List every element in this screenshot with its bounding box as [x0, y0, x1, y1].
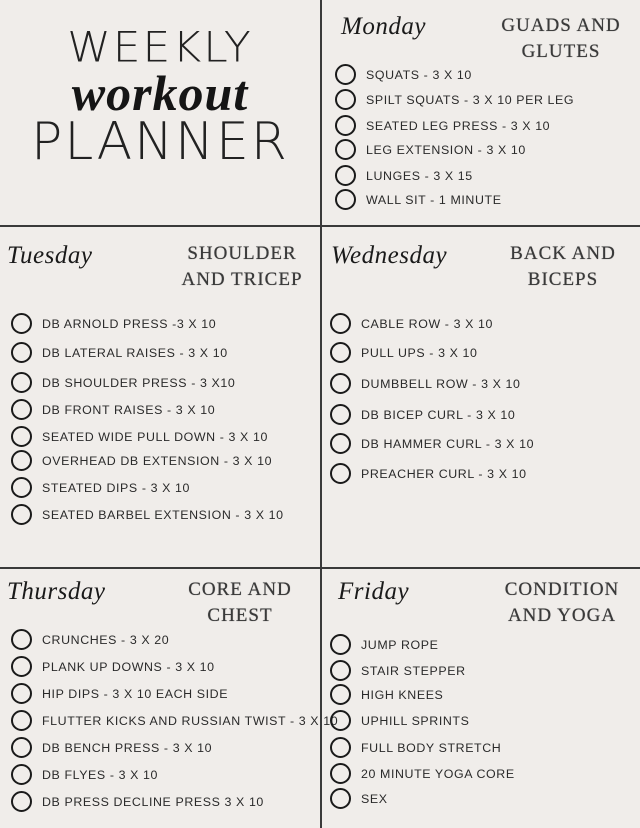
checkbox-circle[interactable]	[335, 115, 356, 136]
checklist-item[interactable]	[11, 791, 264, 812]
exercise-label: SQUATS - 3 X 10	[366, 67, 472, 82]
checklist-item[interactable]	[335, 165, 473, 186]
checkbox-circle[interactable]	[330, 684, 351, 705]
checklist-item[interactable]	[330, 788, 388, 809]
exercise-label: SEATED LEG PRESS - 3 X 10	[366, 118, 551, 133]
exercise-label: HIP DIPS - 3 X 10 EACH SIDE	[42, 686, 229, 701]
checkbox-circle[interactable]	[330, 763, 351, 784]
exercise-label: DB BENCH PRESS - 3 X 10	[42, 740, 213, 755]
checklist-item[interactable]	[330, 404, 515, 425]
checklist-item[interactable]	[330, 763, 515, 784]
exercise-label: LUNGES - 3 X 15	[366, 168, 473, 183]
exercise-label: UPHILL SPRINTS	[361, 713, 470, 728]
checklist-item[interactable]	[330, 737, 501, 758]
tuesday-focus	[172, 241, 312, 293]
exercise-label: HIGH KNEES	[361, 687, 444, 702]
checkbox-circle[interactable]	[11, 656, 32, 677]
exercise-label: DB FLYES - 3 X 10	[42, 767, 159, 782]
exercise-label: STEATED DIPS - 3 X 10	[42, 480, 191, 495]
exercise-label: OVERHEAD DB EXTENSION - 3 X 10	[42, 453, 273, 468]
exercise-label: WALL SIT - 1 MINUTE	[366, 192, 502, 207]
exercise-label: 20 MINUTE YOGA CORE	[361, 766, 515, 781]
checkbox-circle[interactable]	[11, 399, 32, 420]
checklist-item[interactable]	[11, 656, 215, 677]
checkbox-circle[interactable]	[11, 710, 32, 731]
checkbox-circle[interactable]	[11, 683, 32, 704]
title-weekly: WEEKLY	[67, 23, 253, 72]
title-planner: PLANNER	[31, 112, 289, 172]
checklist-item[interactable]	[11, 426, 268, 447]
thursday-focus-line1: CORE AND	[188, 579, 292, 600]
checklist-item[interactable]	[11, 629, 169, 650]
checklist-item[interactable]	[11, 313, 216, 334]
friday-day-label: Friday	[338, 578, 410, 605]
checkbox-circle[interactable]	[11, 764, 32, 785]
checklist-item[interactable]	[11, 737, 212, 758]
checkbox-circle[interactable]	[330, 634, 351, 655]
monday-focus	[491, 13, 631, 65]
checkbox-circle[interactable]	[330, 404, 351, 425]
exercise-label: DB HAMMER CURL - 3 X 10	[361, 436, 535, 451]
monday-day-label: Monday	[341, 13, 426, 40]
checklist-item[interactable]	[11, 372, 235, 393]
checkbox-circle[interactable]	[330, 433, 351, 454]
checkbox-circle[interactable]	[335, 89, 356, 110]
friday-focus-line1: CONDITION	[504, 579, 620, 600]
thursday-focus-line2: CHEST	[207, 605, 273, 626]
tuesday-panel	[0, 227, 320, 567]
exercise-label: PLANK UP DOWNS - 3 X 10	[42, 659, 215, 674]
checkbox-circle[interactable]	[330, 660, 351, 681]
thursday-panel	[0, 569, 339, 828]
exercise-label: DB FRONT RAISES - 3 X 10	[42, 402, 216, 417]
checkbox-circle[interactable]	[11, 372, 32, 393]
exercise-label: STAIR STEPPER	[361, 663, 466, 678]
checkbox-circle[interactable]	[330, 737, 351, 758]
monday-panel	[321, 0, 640, 225]
checkbox-circle[interactable]	[330, 313, 351, 334]
wednesday-focus	[493, 241, 633, 293]
checkbox-circle[interactable]	[330, 463, 351, 484]
checklist-item[interactable]	[330, 373, 521, 394]
exercise-label: SEATED BARBEL EXTENSION - 3 X 10	[42, 507, 284, 522]
tuesday-focus-line2: AND TRICEP	[181, 269, 303, 290]
checklist-item[interactable]	[335, 189, 502, 210]
wednesday-day-label: Wednesday	[331, 242, 448, 269]
checkbox-circle[interactable]	[335, 139, 356, 160]
planner-title	[0, 0, 320, 225]
wednesday-panel	[321, 227, 640, 567]
thursday-day-label: Thursday	[7, 578, 106, 605]
checklist-item[interactable]	[330, 684, 443, 705]
checklist-item[interactable]	[11, 504, 284, 525]
checkbox-circle[interactable]	[11, 313, 32, 334]
tuesday-focus-line1: SHOULDER	[187, 243, 297, 264]
tuesday-day-label: Tuesday	[7, 242, 93, 269]
checkbox-circle[interactable]	[11, 629, 32, 650]
checkbox-circle[interactable]	[335, 64, 356, 85]
checkbox-circle[interactable]	[330, 373, 351, 394]
exercise-label: CRUNCHES - 3 X 20	[42, 632, 170, 647]
exercise-label: DUMBBELL ROW - 3 X 10	[361, 376, 521, 391]
checklist-item[interactable]	[11, 764, 158, 785]
exercise-label: DB SHOULDER PRESS - 3 X10	[42, 375, 236, 390]
checklist-item[interactable]	[11, 342, 228, 363]
exercise-label: SEX	[361, 791, 388, 806]
exercise-label: DB PRESS DECLINE PRESS 3 X 10	[42, 794, 264, 809]
checklist-item[interactable]	[335, 64, 472, 85]
exercise-label: PREACHER CURL - 3 X 10	[361, 466, 527, 481]
checkbox-circle[interactable]	[335, 189, 356, 210]
friday-panel	[321, 569, 640, 828]
checkbox-circle[interactable]	[11, 450, 32, 471]
exercise-label: FULL BODY STRETCH	[361, 740, 502, 755]
checkbox-circle[interactable]	[335, 165, 356, 186]
exercise-label: CABLE ROW - 3 X 10	[361, 316, 493, 331]
checklist-item[interactable]	[11, 683, 228, 704]
checkbox-circle[interactable]	[11, 737, 32, 758]
checkbox-circle[interactable]	[330, 788, 351, 809]
wednesday-focus-line1: BACK AND	[510, 243, 616, 264]
exercise-label: SPILT SQUATS - 3 X 10 PER LEG	[366, 92, 575, 107]
checklist-item[interactable]	[335, 115, 550, 136]
friday-focus	[492, 577, 632, 629]
checklist-item[interactable]	[11, 450, 272, 471]
exercise-label: FLUTTER KICKS AND RUSSIAN TWIST - 3 X 10	[42, 713, 339, 728]
checklist-item[interactable]	[330, 313, 493, 334]
checklist-item[interactable]	[11, 399, 215, 420]
exercise-label: PULL UPS - 3 X 10	[361, 345, 478, 360]
checkbox-circle[interactable]	[11, 477, 32, 498]
monday-focus-line1: GUADS AND	[501, 15, 621, 36]
checklist-item[interactable]	[330, 433, 534, 454]
exercise-label: DB LATERAL RAISES - 3 X 10	[42, 345, 228, 360]
checklist-item[interactable]	[330, 342, 478, 363]
checklist-item[interactable]	[330, 634, 438, 655]
exercise-label: JUMP ROPE	[361, 637, 439, 652]
monday-focus-line2: GLUTES	[521, 41, 601, 62]
wednesday-focus-line2: BICEPS	[527, 269, 599, 290]
title-workout: workout	[71, 65, 249, 121]
checkbox-circle[interactable]	[330, 710, 351, 731]
checklist-item[interactable]	[330, 660, 466, 681]
exercise-label: DB ARNOLD PRESS -3 X 10	[42, 316, 217, 331]
checklist-item[interactable]	[11, 477, 190, 498]
exercise-label: SEATED WIDE PULL DOWN - 3 X 10	[42, 429, 268, 444]
checklist-item[interactable]	[335, 89, 574, 110]
exercise-label: DB BICEP CURL - 3 X 10	[361, 407, 516, 422]
friday-focus-line2: AND YOGA	[507, 605, 617, 626]
checklist-item[interactable]	[11, 710, 338, 731]
checklist-item[interactable]	[330, 710, 469, 731]
thursday-focus	[170, 577, 310, 629]
checkbox-circle[interactable]	[11, 342, 32, 363]
checkbox-circle[interactable]	[11, 791, 32, 812]
checkbox-circle[interactable]	[330, 342, 351, 363]
checkbox-circle[interactable]	[11, 504, 32, 525]
exercise-label: LEG EXTENSION - 3 X 10	[366, 142, 526, 157]
checklist-item[interactable]	[330, 463, 527, 484]
checkbox-circle[interactable]	[11, 426, 32, 447]
checklist-item[interactable]	[335, 139, 526, 160]
